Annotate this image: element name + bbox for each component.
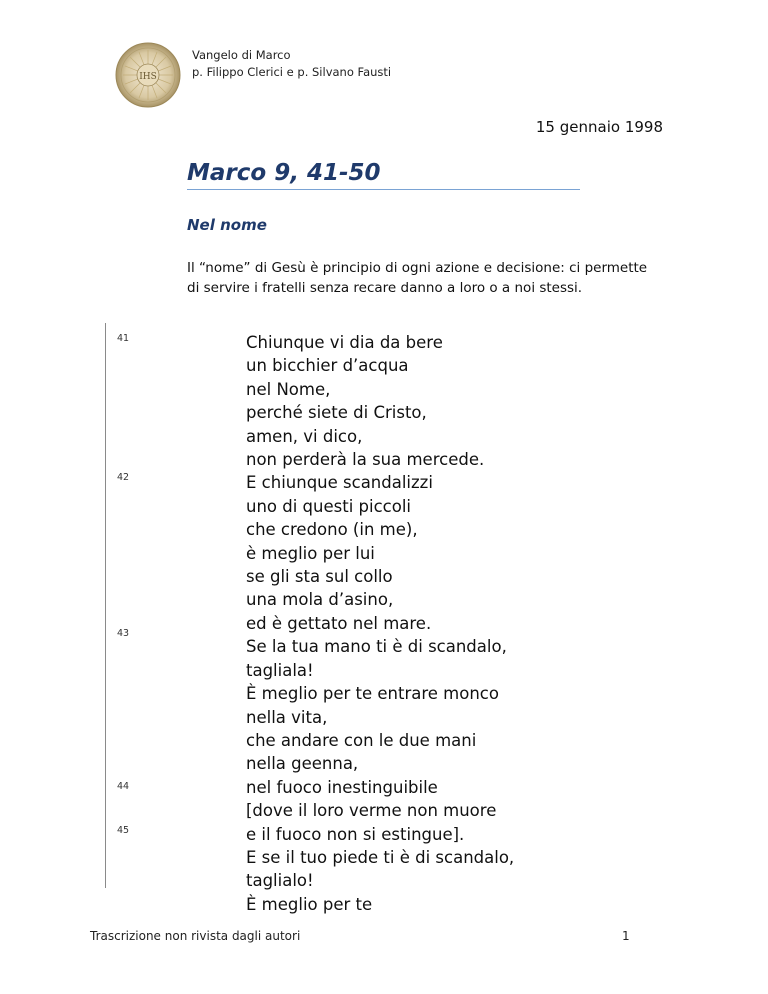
verse-line: E chiunque scandalizzi xyxy=(246,473,433,493)
verse-line: Se la tua mano ti è di scandalo, xyxy=(246,637,507,657)
page-number: 1 xyxy=(622,929,630,943)
page-title: Marco 9, 41-50 xyxy=(187,160,381,186)
verse-number: 42 xyxy=(117,472,130,483)
intro-paragraph: Il “nome” di Gesù è principio di ogni azione e decisione: ci permette di servire i fratelli senza recare danno a loro o a noi stessi. xyxy=(187,260,648,296)
verse-line: E se il tuo piede ti è di scandalo, xyxy=(246,847,515,867)
document-header xyxy=(192,47,391,81)
verse-line: nella geenna, xyxy=(246,754,359,774)
header-title: Vangelo di Marco xyxy=(192,48,291,62)
verse-line: nel fuoco inestinguibile xyxy=(246,777,438,797)
verse-number: 41 xyxy=(117,333,130,344)
verse-line: perché siete di Cristo, xyxy=(246,403,427,423)
verse-number: 45 xyxy=(117,825,130,836)
verse-line: se gli sta sul collo xyxy=(246,567,393,587)
verse-line: Chiunque vi dia da bere xyxy=(246,333,443,352)
verse-line: nella vita, xyxy=(246,707,328,727)
verse-line: È meglio per te entrare monco xyxy=(246,684,499,704)
verse-line: e il fuoco non si estingue]. xyxy=(246,824,465,844)
verse-line: amen, vi dico, xyxy=(246,426,363,446)
title-divider xyxy=(187,189,580,190)
section-subtitle: Nel nome xyxy=(187,216,267,234)
verse-number: 44 xyxy=(117,781,130,792)
margin-bar xyxy=(105,323,106,888)
verse-line: ed è gettato nel mare. xyxy=(246,613,432,633)
footer-note: Trascrizione non rivista dagli autori xyxy=(90,929,301,943)
verse-number: 43 xyxy=(117,628,130,639)
verse-line: una mola d’asino, xyxy=(246,590,394,610)
verse-line: non perderà la sua mercede. xyxy=(246,450,485,470)
svg-text:IHS: IHS xyxy=(139,72,157,82)
verse-line: è meglio per lui xyxy=(246,543,375,563)
verse-line: nel Nome, xyxy=(246,379,331,399)
verse-line: che andare con le due mani xyxy=(246,730,477,750)
verse-text xyxy=(246,331,514,916)
verse-line: che credono (in me), xyxy=(246,520,418,540)
verse-line: uno di questi piccoli xyxy=(246,496,411,516)
verse-line: È meglio per te xyxy=(246,894,373,914)
seal-ihs-icon xyxy=(115,42,181,108)
verse-line: un bicchier d’acqua xyxy=(246,356,409,376)
verse-line: taglialo! xyxy=(246,871,314,891)
verse-line: [dove il loro verme non muore xyxy=(246,801,497,821)
document-date: 15 gennaio 1998 xyxy=(535,118,663,136)
header-authors: p. Filippo Clerici e p. Silvano Fausti xyxy=(192,65,392,79)
verse-line: tagliala! xyxy=(246,660,314,680)
